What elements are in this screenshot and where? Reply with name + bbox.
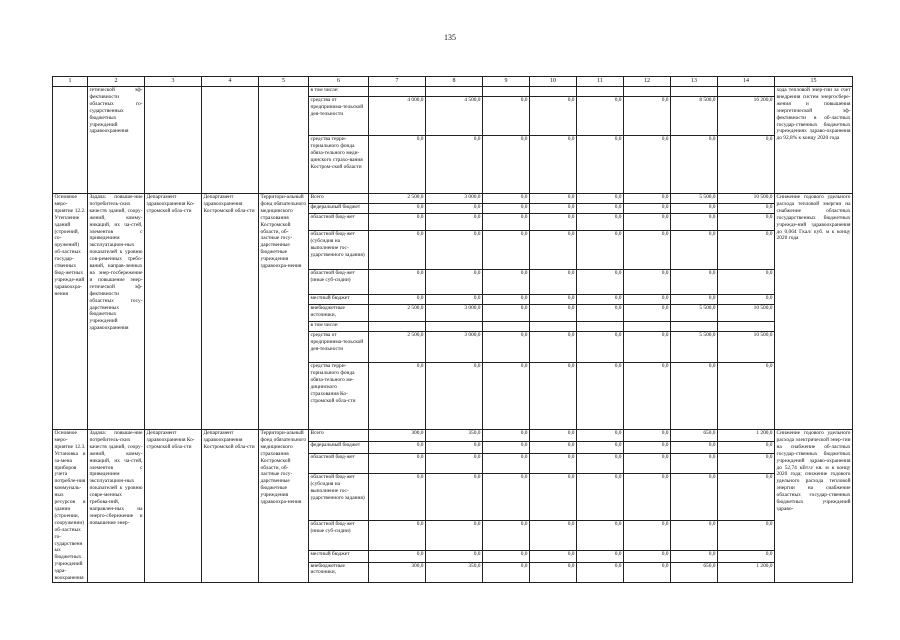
value-cell: 10 500,0 [718,332,775,363]
value-cell: 0,0 [577,332,624,363]
value-cell: 0,0 [718,453,775,473]
column-header-9: 9 [483,77,530,87]
value-cell: 2 500,0 [369,194,426,204]
value-cell: 0,0 [624,363,671,430]
value-cell: 0,0 [671,270,718,295]
value-cell: 0,0 [577,430,624,442]
column-header-7: 7 [369,77,426,87]
value-cell: 0,0 [671,441,718,453]
event-cell: Основное меро-приятие 12.3. Установка и за-мена приборов учета потребле-ния коммуналь-ных ресурсов в здании (строении, сооружении) об-ластных го-сударственных бюджетных учреждений здра-воохранения [54,430,86,582]
value-cell: 0,0 [369,136,426,194]
funding-source-cell: областной бюд-жет (иные суб-сидии) [309,270,369,295]
value-cell: 0,0 [577,295,624,305]
column-header-10: 10 [530,77,577,87]
funding-source-cell: областной бюд-жет [309,214,369,231]
coordinator-cell: Департамент здравоохранения Костромской обла-сти [202,194,259,430]
value-cell: 0,0 [426,520,483,550]
value-cell: 0,0 [530,332,577,363]
column-header-15: 15 [775,77,853,87]
value-cell: 0,0 [483,332,530,363]
table-row [53,194,853,204]
program-table [52,76,853,583]
value-cell: 0,0 [483,204,530,214]
value-cell: 0,0 [530,363,577,430]
value-cell: 0,0 [718,136,775,194]
value-cell: 0,0 [426,231,483,270]
value-cell: 0,0 [671,453,718,473]
value-cell: 0,0 [483,194,530,204]
value-cell: 10 500,0 [718,305,775,322]
value-cell: 350,0 [426,430,483,442]
value-cell [530,322,577,332]
column-header-13: 13 [671,77,718,87]
value-cell: 0,0 [530,136,577,194]
value-cell: 0,0 [530,231,577,270]
value-cell: 0,0 [369,441,426,453]
funding-source-cell: внебюджетные источники, [309,562,369,582]
value-cell [577,87,624,97]
value-cell: 0,0 [671,520,718,550]
value-cell: 0,0 [369,550,426,562]
value-cell: 0,0 [624,214,671,231]
funding-source-cell: внебюджетные источники, [309,305,369,322]
value-cell: 0,0 [483,214,530,231]
funding-source-cell: средства терри-ториального фонда обяза-тельного ме-дицинского страхования Ко-стромской обла-сти [309,363,369,430]
column-header-6: 6 [309,77,369,87]
funding-source-cell: местный бюджет [309,295,369,305]
value-cell: 0,0 [577,453,624,473]
value-cell: 0,0 [718,214,775,231]
value-cell: 0,0 [426,295,483,305]
value-cell: 0,0 [369,231,426,270]
funding-source-cell: Всего [309,430,369,442]
value-cell: 0,0 [624,332,671,363]
value-cell: 0,0 [577,520,624,550]
column-header-14: 14 [718,77,775,87]
value-cell: 0,0 [577,474,624,521]
value-cell: 0,0 [624,194,671,204]
value-cell [483,87,530,97]
responsible-cell: Департамент здравоохранения Ко-стромской обла-сти [145,194,202,430]
value-cell: 300,0 [369,430,426,442]
value-cell: 0,0 [426,474,483,521]
value-cell: 650,0 [671,430,718,442]
value-cell: 5 500,0 [671,332,718,363]
value-cell: 0,0 [530,270,577,295]
value-cell: 0,0 [624,562,671,582]
task-cell: гетической эф-фективности областных го-сударственных бюджетных учреждений здравоохранения [88,87,145,194]
value-cell: 0,0 [718,474,775,521]
value-cell: 0,0 [577,441,624,453]
value-cell: 4 500,0 [426,97,483,136]
value-cell: 0,0 [426,363,483,430]
value-cell: 0,0 [577,363,624,430]
value-cell: 0,0 [369,295,426,305]
value-cell: 0,0 [530,214,577,231]
value-cell: 0,0 [483,474,530,521]
value-cell: 0,0 [577,305,624,322]
value-cell: 0,0 [671,363,718,430]
value-cell: 0,0 [624,453,671,473]
value-cell: 0,0 [369,520,426,550]
value-cell: 5 500,0 [671,194,718,204]
value-cell: 300,0 [369,562,426,582]
value-cell [718,87,775,97]
value-cell: 0,0 [577,562,624,582]
value-cell [718,322,775,332]
value-cell: 0,0 [577,204,624,214]
table-row [53,430,853,442]
funding-source-cell: в том числе: [309,87,369,97]
value-cell: 0,0 [530,305,577,322]
value-cell: 0,0 [671,295,718,305]
responsible-cell: Департамент здравоохранения Ко-стромской обла-сти [145,430,202,583]
value-cell: 0,0 [624,136,671,194]
value-cell: 0,0 [426,204,483,214]
value-cell: 650,0 [671,562,718,582]
result-cell: хода тепловой энер-гии за счет внедрения систем энергосбере-жения и повышения энергетической эф-фективности в об-ластных государ-ственных бюджетных учреждениях здраво-охранения до 92,8% к концу 2020 года [775,87,853,194]
value-cell: 0,0 [483,430,530,442]
value-cell: 0,0 [671,474,718,521]
result-cell: Снижение годового удельного расхода тепловой энергии на снабжение областных государственных бюджетных учрежде-ний здравоохранения до 0,064 Гкал/ куб. м к концу 2020 года [775,194,853,430]
value-cell: 0,0 [718,204,775,214]
value-cell: 0,0 [483,520,530,550]
value-cell [483,322,530,332]
value-cell: 0,0 [530,453,577,473]
funding-source-cell: средства от предпринима-тельской дея-тельности [309,97,369,136]
value-cell: 0,0 [577,97,624,136]
column-header-5: 5 [259,77,309,87]
column-header-3: 3 [145,77,202,87]
value-cell: 0,0 [671,136,718,194]
value-cell: 0,0 [718,520,775,550]
funding-source-cell: областной бюд-жет (иные суб-сидии) [309,520,369,550]
participants-cell [259,87,309,194]
value-cell: 0,0 [483,97,530,136]
value-cell: 0,0 [718,295,775,305]
value-cell: 0,0 [483,453,530,473]
value-cell: 0,0 [426,136,483,194]
value-cell: 0,0 [483,550,530,562]
value-cell: 0,0 [718,231,775,270]
value-cell [530,87,577,97]
participants-cell: Территори-альный фонд обязательного медицинского страхования Костромской области, об-ластные госу-дарственные бюджетные учреждения здравоохра-нения [259,430,309,583]
value-cell: 0,0 [577,270,624,295]
table-body [53,77,853,583]
value-cell: 0,0 [718,363,775,430]
value-cell: 0,0 [530,295,577,305]
task-cell: Задача: повыше-ние потребитель-ских качеств зданий, соору-жений, комму-никаций, их ча-стей, элементов с приведением эксплуатацион-ных показателей к уровню сов-ременных требо-ваний, направ-ленных на энер-госбережение и повышение энер-гетической эф-фективности областных госу-дарственных бюджетных учреждений здравоохранения [88,194,145,430]
value-cell: 0,0 [577,231,624,270]
value-cell: 0,0 [483,363,530,430]
value-cell: 0,0 [530,430,577,442]
funding-source-cell: Всего [309,194,369,204]
value-cell: 0,0 [369,453,426,473]
value-cell: 0,0 [369,270,426,295]
funding-source-cell: федеральный бюджет [309,441,369,453]
value-cell: 0,0 [671,550,718,562]
value-cell: 16 200,0 [718,97,775,136]
value-cell: 8 500,0 [671,97,718,136]
value-cell [369,322,426,332]
value-cell: 5 500,0 [671,305,718,322]
funding-source-cell: областной бюд-жет [309,453,369,473]
value-cell: 0,0 [530,441,577,453]
value-cell: 0,0 [369,214,426,231]
value-cell: 0,0 [671,204,718,214]
value-cell: 0,0 [577,214,624,231]
value-cell: 2 500,0 [369,332,426,363]
value-cell: 0,0 [624,231,671,270]
value-cell: 0,0 [483,136,530,194]
value-cell: 0,0 [624,97,671,136]
value-cell: 4 000,0 [369,97,426,136]
value-cell: 0,0 [624,520,671,550]
value-cell: 0,0 [369,363,426,430]
funding-source-cell: местный бюджет [309,550,369,562]
value-cell [426,87,483,97]
value-cell: 0,0 [483,562,530,582]
event-cell: Основное меро-приятие 12.2. Утепление зданий (строений, со-оружений) об-ластных государ-ственных бюд-жетных учрежде-ний здравоохра-нения [53,194,88,430]
participants-cell: Территори-альный фонд обязательного медицинского страхования Костромской области, об-ластные госу-дарственные бюджетные учреждения здравоохра-нения [259,194,309,430]
value-cell: 0,0 [577,194,624,204]
value-cell: 0,0 [483,441,530,453]
funding-source-cell: в том числе: [309,322,369,332]
table-row [53,87,853,97]
funding-source-cell: средства терри-ториального фонда обяза-тельного меди-цинского страхо-вания Костром-ской области [309,136,369,194]
column-header-11: 11 [577,77,624,87]
value-cell: 0,0 [624,550,671,562]
value-cell [671,87,718,97]
value-cell [426,322,483,332]
value-cell: 0,0 [671,214,718,231]
value-cell: 0,0 [483,305,530,322]
value-cell: 0,0 [624,204,671,214]
value-cell: 350,0 [426,562,483,582]
value-cell: 0,0 [718,441,775,453]
responsible-cell [145,87,202,194]
value-cell: 0,0 [426,270,483,295]
column-header-8: 8 [426,77,483,87]
value-cell: 1 200,0 [718,430,775,442]
value-cell: 0,0 [577,136,624,194]
value-cell: 0,0 [577,550,624,562]
value-cell: 0,0 [624,270,671,295]
funding-source-cell: областной бюд-жет (субсидия на выполнение гос-ударственного задания) [309,474,369,521]
value-cell: 0,0 [624,430,671,442]
value-cell: 3 000,0 [426,194,483,204]
value-cell: 0,0 [530,474,577,521]
funding-source-cell: средства от предпринима-тельской дея-тельности [309,332,369,363]
value-cell: 10 500,0 [718,194,775,204]
value-cell: 0,0 [426,550,483,562]
column-header-2: 2 [88,77,145,87]
value-cell: 0,0 [369,474,426,521]
event-cell [53,87,88,194]
value-cell: 0,0 [624,474,671,521]
header-row [53,77,853,87]
value-cell [624,322,671,332]
coordinator-cell: Департамент здравоохранения Костромской обла-сти [202,430,259,583]
value-cell: 0,0 [530,550,577,562]
column-header-1: 1 [53,77,88,87]
value-cell: 0,0 [483,295,530,305]
value-cell: 1 200,0 [718,562,775,582]
value-cell: 3 000,0 [426,332,483,363]
value-cell: 0,0 [530,562,577,582]
value-cell: 0,0 [671,231,718,270]
page-number: 135 [444,33,456,42]
value-cell: 0,0 [530,520,577,550]
task-cell: Задача: повыше-ние потребитель-ских качеств зданий, соору-жений, комму-никаций, их ча-стей, элементов с приведением эксплуатацион-ных показателей к уровню совре-менных требова-ний, направлен-ных на энерго-сбережение и повышение энер- [88,430,145,583]
column-header-12: 12 [624,77,671,87]
value-cell: 0,0 [718,270,775,295]
value-cell [577,322,624,332]
value-cell [369,87,426,97]
value-cell: 3 000,0 [426,305,483,322]
value-cell: 0,0 [369,204,426,214]
value-cell: 0,0 [624,305,671,322]
value-cell: 0,0 [483,270,530,295]
value-cell: 0,0 [426,453,483,473]
value-cell: 0,0 [624,441,671,453]
funding-source-cell: областной бюд-жет (субсидия на выполнение гос-ударственного задания) [309,231,369,270]
value-cell: 0,0 [718,550,775,562]
value-cell [671,322,718,332]
column-header-4: 4 [202,77,259,87]
value-cell: 0,0 [624,295,671,305]
value-cell: 0,0 [530,204,577,214]
value-cell: 2 500,0 [369,305,426,322]
funding-source-cell: федеральный бюджет [309,204,369,214]
value-cell: 0,0 [530,194,577,204]
result-cell: Снижение годового удельного расхода электрической энер-гии на снабжение об-ластных государ-ственных бюджетных учреждений здраво-охранения до 52,74 кВт.ч/ кв. м к концу 2020 года; снижение годового удельного расхода тепловой энергии на снабжение областных государ-ственных бюджетных учреждений здраво- [775,430,853,583]
coordinator-cell [202,87,259,194]
value-cell: 0,0 [483,231,530,270]
value-cell: 0,0 [426,214,483,231]
value-cell [624,87,671,97]
value-cell: 0,0 [530,97,577,136]
value-cell: 0,0 [426,441,483,453]
